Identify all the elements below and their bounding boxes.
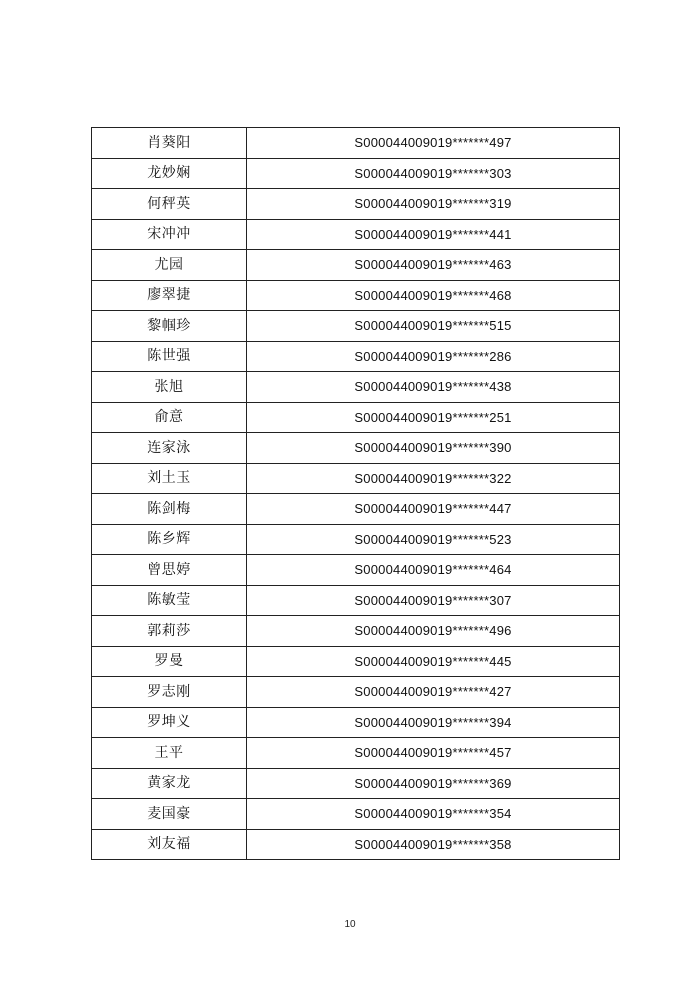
name-cell: 罗志刚	[92, 677, 247, 708]
table-row	[92, 311, 620, 342]
table-row	[92, 616, 620, 647]
name-cell: 郭莉莎	[92, 616, 247, 647]
name-cell: 罗坤义	[92, 707, 247, 738]
name-cell: 罗曼	[92, 646, 247, 677]
name-cell: 廖翠捷	[92, 280, 247, 311]
name-cell: 曾思婷	[92, 555, 247, 586]
table-row	[92, 341, 620, 372]
name-cell: 龙妙娴	[92, 158, 247, 189]
name-cell: 张旭	[92, 372, 247, 403]
table-row	[92, 494, 620, 525]
id-cell: S000044009019*******354	[247, 799, 620, 830]
id-cell: S000044009019*******496	[247, 616, 620, 647]
id-cell: S000044009019*******497	[247, 128, 620, 159]
name-cell: 何秤英	[92, 189, 247, 220]
name-cell: 黎帼珍	[92, 311, 247, 342]
table-row	[92, 585, 620, 616]
id-cell: S000044009019*******303	[247, 158, 620, 189]
table-row	[92, 463, 620, 494]
table-row	[92, 555, 620, 586]
name-cell: 陈剑梅	[92, 494, 247, 525]
table-row	[92, 372, 620, 403]
id-cell: S000044009019*******438	[247, 372, 620, 403]
name-cell: 陈敏莹	[92, 585, 247, 616]
table-row	[92, 829, 620, 860]
id-cell: S000044009019*******445	[247, 646, 620, 677]
name-cell: 王平	[92, 738, 247, 769]
name-cell: 宋冲冲	[92, 219, 247, 250]
id-cell: S000044009019*******286	[247, 341, 620, 372]
table-row	[92, 219, 620, 250]
name-cell: 陈乡辉	[92, 524, 247, 555]
roster-table-body	[92, 128, 620, 860]
table-row	[92, 768, 620, 799]
id-cell: S000044009019*******523	[247, 524, 620, 555]
id-cell: S000044009019*******427	[247, 677, 620, 708]
id-cell: S000044009019*******358	[247, 829, 620, 860]
id-cell: S000044009019*******390	[247, 433, 620, 464]
name-cell: 俞意	[92, 402, 247, 433]
table-row	[92, 250, 620, 281]
name-cell: 麦国豪	[92, 799, 247, 830]
id-cell: S000044009019*******369	[247, 768, 620, 799]
table-row	[92, 402, 620, 433]
id-cell: S000044009019*******464	[247, 555, 620, 586]
id-cell: S000044009019*******457	[247, 738, 620, 769]
id-cell: S000044009019*******463	[247, 250, 620, 281]
page-number: 10	[344, 919, 356, 930]
id-cell: S000044009019*******322	[247, 463, 620, 494]
table-row	[92, 677, 620, 708]
id-cell: S000044009019*******447	[247, 494, 620, 525]
table-row	[92, 738, 620, 769]
table-row	[92, 280, 620, 311]
id-cell: S000044009019*******319	[247, 189, 620, 220]
id-cell: S000044009019*******251	[247, 402, 620, 433]
name-cell: 连家泳	[92, 433, 247, 464]
id-cell: S000044009019*******307	[247, 585, 620, 616]
name-cell: 黄家龙	[92, 768, 247, 799]
table-row	[92, 707, 620, 738]
id-cell: S000044009019*******468	[247, 280, 620, 311]
id-cell: S000044009019*******394	[247, 707, 620, 738]
table-row	[92, 799, 620, 830]
table-row	[92, 433, 620, 464]
id-cell: S000044009019*******515	[247, 311, 620, 342]
name-cell: 刘土玉	[92, 463, 247, 494]
table-row	[92, 524, 620, 555]
id-cell: S000044009019*******441	[247, 219, 620, 250]
name-cell: 尤园	[92, 250, 247, 281]
table-row	[92, 158, 620, 189]
table-row	[92, 646, 620, 677]
name-cell: 肖葵阳	[92, 128, 247, 159]
name-cell: 刘友福	[92, 829, 247, 860]
table-row	[92, 189, 620, 220]
name-cell: 陈世强	[92, 341, 247, 372]
table-row	[92, 128, 620, 159]
roster-table	[91, 127, 620, 860]
